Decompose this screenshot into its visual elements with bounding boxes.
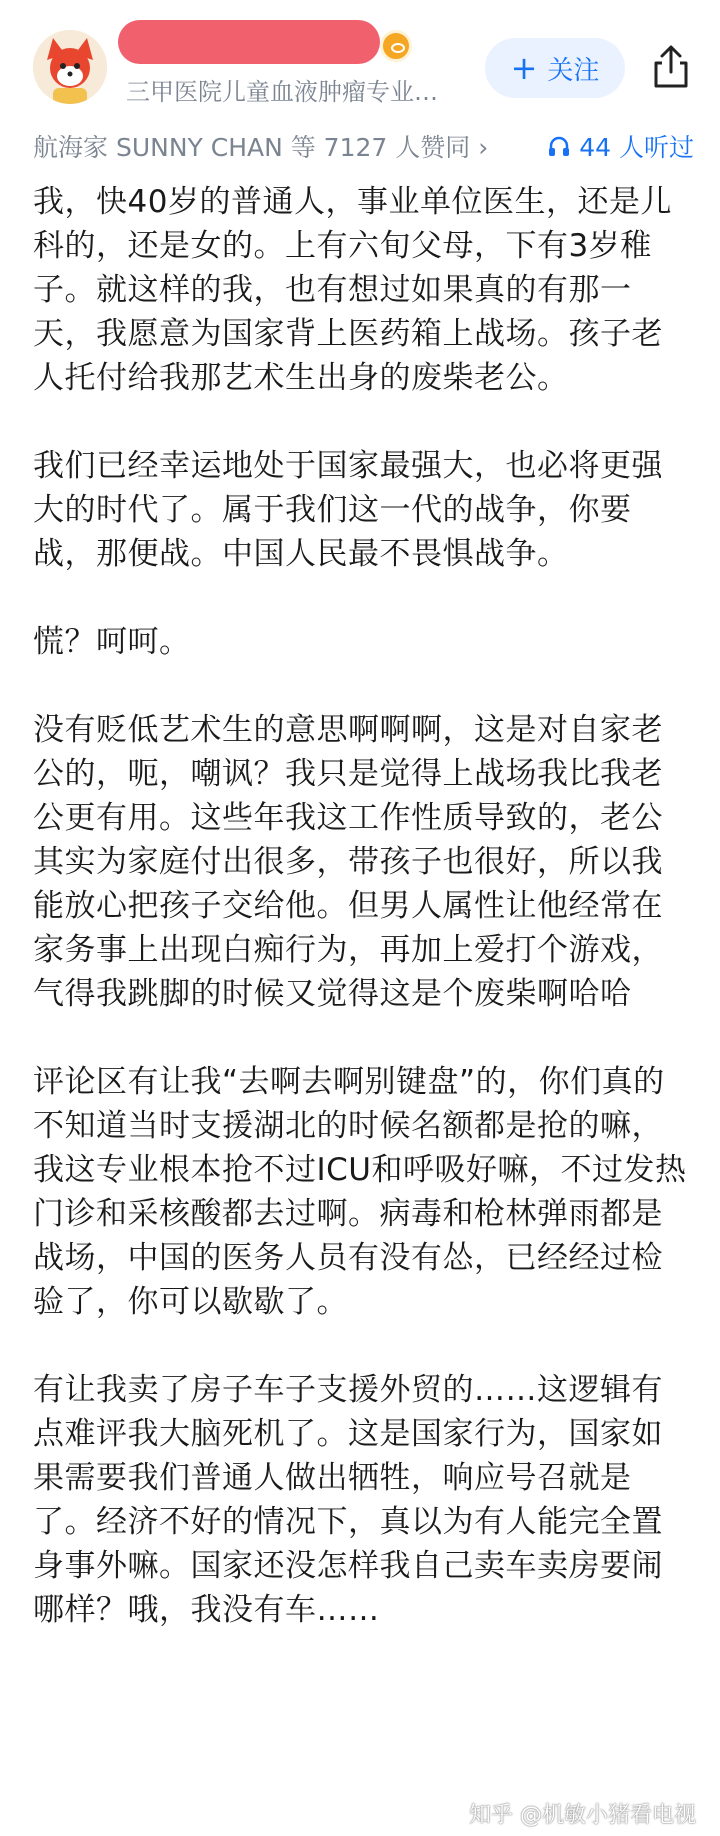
follow-button[interactable] (485, 38, 625, 98)
listen-count-label: 44 人听过 (579, 133, 694, 162)
answer-paragraph: 评论区有让我“去啊去啊别键盘”的，你们真的不知道当时支援湖北的时候名额都是抢的嘛，我这专业根本抢不过ICU和呼吸好嘛，不过发热门诊和采核酸都去过啊。病毒和枪林弹雨都是战场，中国的医务人员有没有怂，已经经过检验了，你可以歇歇了。 (33, 1064, 687, 1320)
answer-meta-row (0, 128, 720, 168)
author-name-redacted (118, 20, 380, 64)
answer-content (33, 180, 693, 1676)
eye-badge-icon (380, 30, 412, 62)
answer-paragraph: 我，快40岁的普通人，事业单位医生，还是儿科的，还是女的。上有六旬父母，下有3岁稚子。就这样的我，也有想过如果真的有那一天，我愿意为国家背上医药箱上战场。孩子老人托付给我那艺术生出身的废柴老公。 (33, 184, 672, 396)
author-description: 三甲医院儿童血液肿瘤专业… (126, 78, 438, 106)
follow-label: 关注 (547, 55, 600, 86)
answer-paragraph: 慌？呵呵。 (33, 624, 191, 660)
plus-icon: + (510, 49, 538, 87)
answer-paragraph: 没有贬低艺术生的意思啊啊啊，这是对自家老公的，呃，嘲讽？我只是觉得上战场我比我老公更有用。这些年我这工作性质导致的，老公其实为家庭付出很多，带孩子也很好，所以我能放心把孩子交给他。但男人属性让他经常在家务事上出现白痴行为，再加上爱打个游戏，气得我跳脚的时候又觉得这是个废柴啊哈哈 (33, 712, 663, 1012)
answer-paragraph: 有让我卖了房子车子支援外贸的……这逻辑有点难评我大脑死机了。这是国家行为，国家如果需要我们普通人做出牺牲，响应号召就是了。经济不好的情况下，真以为有人能完全置身事外嘛。国家还没怎样我自己卖车卖房要闹哪样？哦，我没有车…… (33, 1372, 663, 1628)
answer-author-header (0, 0, 720, 128)
listen-count[interactable] (547, 128, 694, 164)
upvoters-summary[interactable]: 航海家 SUNNY CHAN 等 7127 人赞同 › (33, 133, 489, 162)
author-avatar[interactable] (33, 30, 107, 104)
zhihu-watermark: 知乎 @机敏小猪看电视 (469, 1803, 696, 1828)
share-icon[interactable] (650, 44, 692, 90)
cartoon-fox-avatar-icon (33, 30, 107, 104)
answer-paragraph: 我们已经幸运地处于国家最强大，也必将更强大的时代了。属于我们这一代的战争，你要战，那便战。中国人民最不畏惧战争。 (33, 448, 663, 572)
headphones-icon (547, 134, 571, 158)
